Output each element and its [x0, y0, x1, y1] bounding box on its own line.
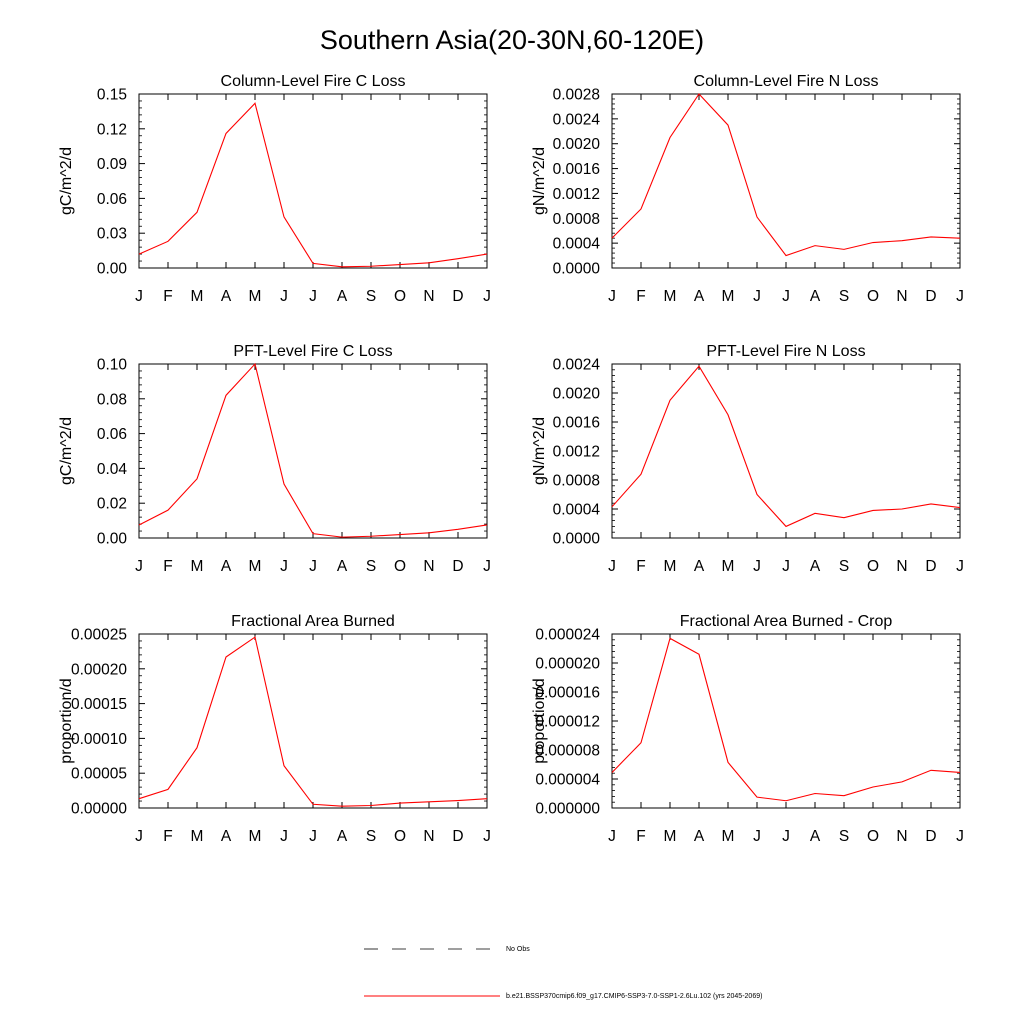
y-tick-label: 0.0020 [552, 136, 600, 154]
x-tick-label: M [663, 558, 677, 575]
chart-panel-4 [531, 343, 964, 575]
x-tick-label: N [896, 828, 908, 845]
y-tick-label: 0.0024 [552, 356, 600, 374]
x-tick-label: S [365, 288, 377, 305]
x-tick-label: M [248, 288, 262, 305]
legend-model-label: b.e21.BSSP370cmip6.f09_g17.CMIP6-SSP3-7.0-SSP1-2.6Lu.102 (yrs 2045-2069) [506, 993, 763, 1000]
legend-no-obs-label: No Obs [506, 946, 530, 953]
x-tick-label: J [280, 288, 288, 305]
x-tick-label: M [190, 558, 204, 575]
x-tick-label: J [608, 828, 616, 845]
x-tick-label: J [280, 558, 288, 575]
x-tick-label: O [866, 828, 880, 845]
x-tick-label: J [309, 828, 317, 845]
x-tick-label: J [956, 288, 964, 305]
chart-panel-3 [58, 343, 491, 575]
x-tick-label: F [163, 288, 173, 305]
chart-panel-6 [531, 613, 964, 845]
x-tick-label: A [809, 558, 821, 575]
y-tick-label: 0.0028 [552, 86, 600, 104]
x-tick-label: N [896, 288, 908, 305]
x-tick-label: A [693, 288, 705, 305]
y-tick-label: 0.0008 [552, 210, 600, 228]
x-tick-label: O [866, 558, 880, 575]
y-axis-label: gN/m^2/d [531, 417, 548, 485]
x-tick-label: J [135, 558, 143, 575]
y-tick-label: 0.02 [96, 495, 127, 513]
y-tick-label: 0.000008 [535, 742, 600, 760]
y-tick-label: 0.0024 [552, 111, 600, 129]
x-tick-label: A [336, 558, 348, 575]
x-tick-label: S [365, 828, 377, 845]
x-tick-label: J [483, 558, 491, 575]
y-tick-label: 0.00010 [70, 730, 127, 748]
series-line [139, 364, 487, 537]
x-tick-label: M [721, 828, 735, 845]
x-tick-label: N [423, 558, 435, 575]
y-tick-label: 0.0016 [552, 414, 600, 432]
series-line [612, 366, 960, 526]
y-tick-label: 0.06 [96, 426, 127, 444]
x-tick-label: N [423, 828, 435, 845]
x-tick-label: M [190, 288, 204, 305]
y-tick-label: 0.03 [96, 225, 127, 243]
x-tick-label: S [838, 558, 850, 575]
y-tick-label: 0.000024 [535, 626, 600, 644]
y-tick-label: 0.0008 [552, 472, 600, 490]
x-tick-label: N [423, 288, 435, 305]
x-tick-label: J [956, 828, 964, 845]
x-tick-label: O [393, 828, 407, 845]
y-axis-label: gC/m^2/d [58, 147, 75, 215]
x-tick-label: F [636, 558, 646, 575]
panel-title: Fractional Area Burned - Crop [679, 613, 893, 630]
x-tick-label: A [809, 828, 821, 845]
chart-panel-2 [531, 73, 964, 305]
x-tick-label: J [135, 288, 143, 305]
panel-title: Column-Level Fire N Loss [693, 73, 879, 90]
y-axis-label: gN/m^2/d [531, 147, 548, 215]
x-tick-label: A [809, 288, 821, 305]
x-tick-label: A [693, 558, 705, 575]
series-line [612, 638, 960, 800]
y-tick-label: 0.12 [96, 121, 127, 139]
x-tick-label: J [608, 288, 616, 305]
plot-frame [139, 94, 487, 268]
y-tick-label: 0.000004 [535, 771, 600, 789]
y-tick-label: 0.06 [96, 190, 127, 208]
x-tick-label: D [925, 558, 937, 575]
x-tick-label: D [925, 828, 937, 845]
x-tick-label: S [838, 288, 850, 305]
x-tick-label: S [365, 558, 377, 575]
panel-title: Column-Level Fire C Loss [220, 73, 406, 90]
x-tick-label: F [163, 558, 173, 575]
x-tick-label: A [220, 558, 232, 575]
x-tick-label: J [753, 288, 761, 305]
figure-title: Southern Asia(20-30N,60-120E) [319, 25, 705, 55]
x-tick-label: S [838, 828, 850, 845]
x-tick-label: M [190, 828, 204, 845]
y-axis-label: proportion/d [531, 678, 548, 764]
x-tick-label: J [309, 558, 317, 575]
y-tick-label: 0.10 [96, 356, 127, 374]
panel-title: PFT-Level Fire N Loss [706, 343, 866, 360]
y-tick-label: 0.04 [96, 460, 127, 478]
chart-panel-1 [58, 73, 491, 305]
chart-panels [58, 73, 964, 845]
series-line [139, 637, 487, 806]
y-tick-label: 0.00025 [70, 626, 127, 644]
x-tick-label: D [452, 288, 464, 305]
x-tick-label: A [220, 828, 232, 845]
y-tick-label: 0.0004 [552, 235, 600, 253]
x-tick-label: J [280, 828, 288, 845]
x-tick-label: J [608, 558, 616, 575]
y-tick-label: 0.000016 [535, 684, 600, 702]
y-tick-label: 0.00 [96, 530, 127, 548]
y-axis-label: proportion/d [58, 678, 75, 764]
x-tick-label: J [483, 288, 491, 305]
y-tick-label: 0.08 [96, 391, 127, 409]
x-tick-label: J [309, 288, 317, 305]
x-tick-label: A [220, 288, 232, 305]
x-tick-label: J [483, 828, 491, 845]
y-tick-label: 0.0012 [552, 185, 600, 203]
x-tick-label: M [248, 558, 262, 575]
x-tick-label: A [693, 828, 705, 845]
chart-panel-5 [58, 613, 491, 845]
y-tick-label: 0.09 [96, 156, 127, 174]
x-tick-label: J [782, 828, 790, 845]
y-tick-label: 0.0000 [552, 530, 600, 548]
x-tick-label: O [393, 558, 407, 575]
x-tick-label: F [163, 828, 173, 845]
x-tick-label: M [721, 558, 735, 575]
x-tick-label: J [135, 828, 143, 845]
x-tick-label: J [753, 558, 761, 575]
plot-frame [139, 364, 487, 538]
x-tick-label: J [753, 828, 761, 845]
x-tick-label: D [925, 288, 937, 305]
plot-frame [612, 364, 960, 538]
x-tick-label: F [636, 828, 646, 845]
y-tick-label: 0.0020 [552, 385, 600, 403]
y-tick-label: 0.00000 [70, 800, 127, 818]
y-axis-label: gC/m^2/d [58, 417, 75, 485]
x-tick-label: J [782, 558, 790, 575]
y-tick-label: 0.00015 [70, 696, 127, 714]
y-tick-label: 0.00020 [70, 661, 127, 679]
x-tick-label: D [452, 828, 464, 845]
plot-frame [139, 634, 487, 808]
x-tick-label: F [636, 288, 646, 305]
x-tick-label: A [336, 288, 348, 305]
x-tick-label: M [663, 828, 677, 845]
x-tick-label: D [452, 558, 464, 575]
series-line [139, 103, 487, 267]
y-tick-label: 0.000000 [535, 800, 600, 818]
x-tick-label: M [663, 288, 677, 305]
y-tick-label: 0.00 [96, 260, 127, 278]
x-tick-label: O [393, 288, 407, 305]
series-line [612, 94, 960, 256]
panel-title: PFT-Level Fire C Loss [233, 343, 393, 360]
y-tick-label: 0.000012 [535, 713, 600, 731]
y-tick-label: 0.0000 [552, 260, 600, 278]
y-tick-label: 0.0004 [552, 501, 600, 519]
x-tick-label: M [721, 288, 735, 305]
x-tick-label: A [336, 828, 348, 845]
x-tick-label: J [956, 558, 964, 575]
y-tick-label: 0.15 [96, 86, 127, 104]
y-tick-label: 0.000020 [535, 655, 600, 673]
y-tick-label: 0.00005 [70, 765, 127, 783]
x-tick-label: M [248, 828, 262, 845]
x-tick-label: J [782, 288, 790, 305]
legend [364, 946, 762, 1000]
x-tick-label: N [896, 558, 908, 575]
panel-title: Fractional Area Burned [231, 613, 395, 630]
y-tick-label: 0.0012 [552, 443, 600, 461]
y-tick-label: 0.0016 [552, 161, 600, 179]
plot-frame [612, 94, 960, 268]
x-tick-label: O [866, 288, 880, 305]
